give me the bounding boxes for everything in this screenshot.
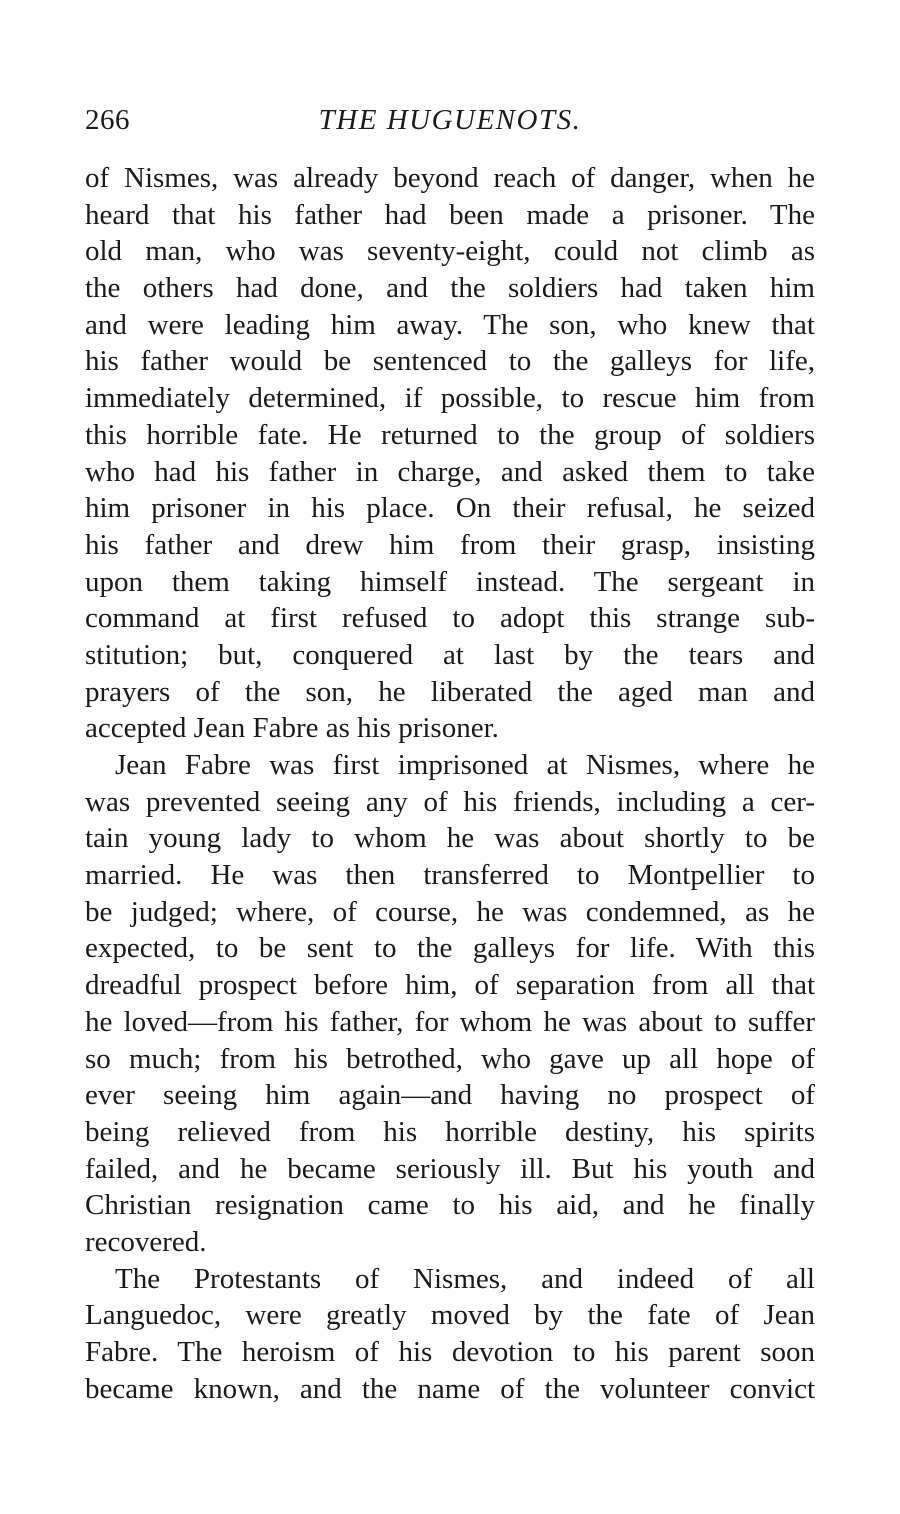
- text-line: upon them taking himself instead. The sergeant in: [85, 565, 815, 598]
- text-line: the others had done, and the soldiers had taken him: [85, 272, 815, 305]
- text-line: heard that his father had been made a prisoner. The: [85, 198, 815, 231]
- text-line: dreadful prospect before him, of separation from all that: [85, 969, 815, 1002]
- text-line: stitution; but, conquered at last by the tears and: [85, 638, 815, 671]
- text-line: this horrible fate. He returned to the group of soldiers: [85, 418, 815, 451]
- page-number: 266: [85, 104, 130, 136]
- text-line: him prisoner in his place. On their refusal, he seized: [85, 492, 815, 525]
- running-title: THE HUGUENOTS.: [318, 104, 582, 136]
- text-line: Christian resignation came to his aid, and he finally: [85, 1189, 815, 1222]
- text-line: of Nismes, was already beyond reach of danger, when he: [85, 162, 815, 194]
- text-line: so much; from his betrothed, who gave up all hope of: [85, 1042, 815, 1075]
- paragraph: [85, 160, 815, 747]
- text-line: The Protestants of Nismes, and indeed of all: [115, 1262, 815, 1295]
- paragraph: [85, 1261, 815, 1408]
- text-line: became known, and the name of the volunteer convict: [85, 1372, 815, 1405]
- text-line: be judged; where, of course, he was condemned, as he: [85, 895, 815, 928]
- text-line: Jean Fabre was first imprisoned at Nismes, where he: [115, 749, 815, 781]
- body-text: [85, 160, 815, 1407]
- page-header: [85, 98, 815, 142]
- text-line: expected, to be sent to the galleys for life. With this: [85, 932, 815, 965]
- text-line: who had his father in charge, and asked them to take: [85, 455, 815, 488]
- text-line: Fabre. The heroism of his devotion to his parent soon: [85, 1336, 815, 1368]
- text-line: ever seeing him again—and having no prospect of: [85, 1079, 815, 1112]
- text-line: his father would be sentenced to the galleys for life,: [85, 345, 815, 378]
- text-line: married. He was then transferred to Montpellier to: [85, 859, 815, 892]
- text-line: immediately determined, if possible, to rescue him from: [85, 382, 815, 415]
- text-line: accepted Jean Fabre as his prisoner.: [85, 712, 499, 745]
- text-line: was prevented seeing any of his friends, including a cer-: [85, 785, 815, 818]
- text-line: failed, and he became seriously ill. But his youth and: [85, 1152, 815, 1185]
- text-line: tain young lady to whom he was about shortly to be: [85, 822, 815, 855]
- text-line: old man, who was seventy-eight, could not climb as: [85, 235, 815, 268]
- text-line: recovered.: [85, 1225, 207, 1258]
- text-line: command at first refused to adopt this strange sub-: [85, 602, 815, 635]
- text-line: Languedoc, were greatly moved by the fate of Jean: [85, 1299, 815, 1332]
- text-line: his father and drew him from their grasp, insisting: [85, 528, 815, 561]
- text-line: and were leading him away. The son, who knew that: [85, 308, 815, 341]
- text-line: he loved—from his father, for whom he was about to suffer: [85, 1005, 815, 1038]
- text-line: prayers of the son, he liberated the aged man and: [85, 675, 815, 708]
- paragraph: [85, 747, 815, 1261]
- text-line: being relieved from his horrible destiny, his spirits: [85, 1115, 815, 1148]
